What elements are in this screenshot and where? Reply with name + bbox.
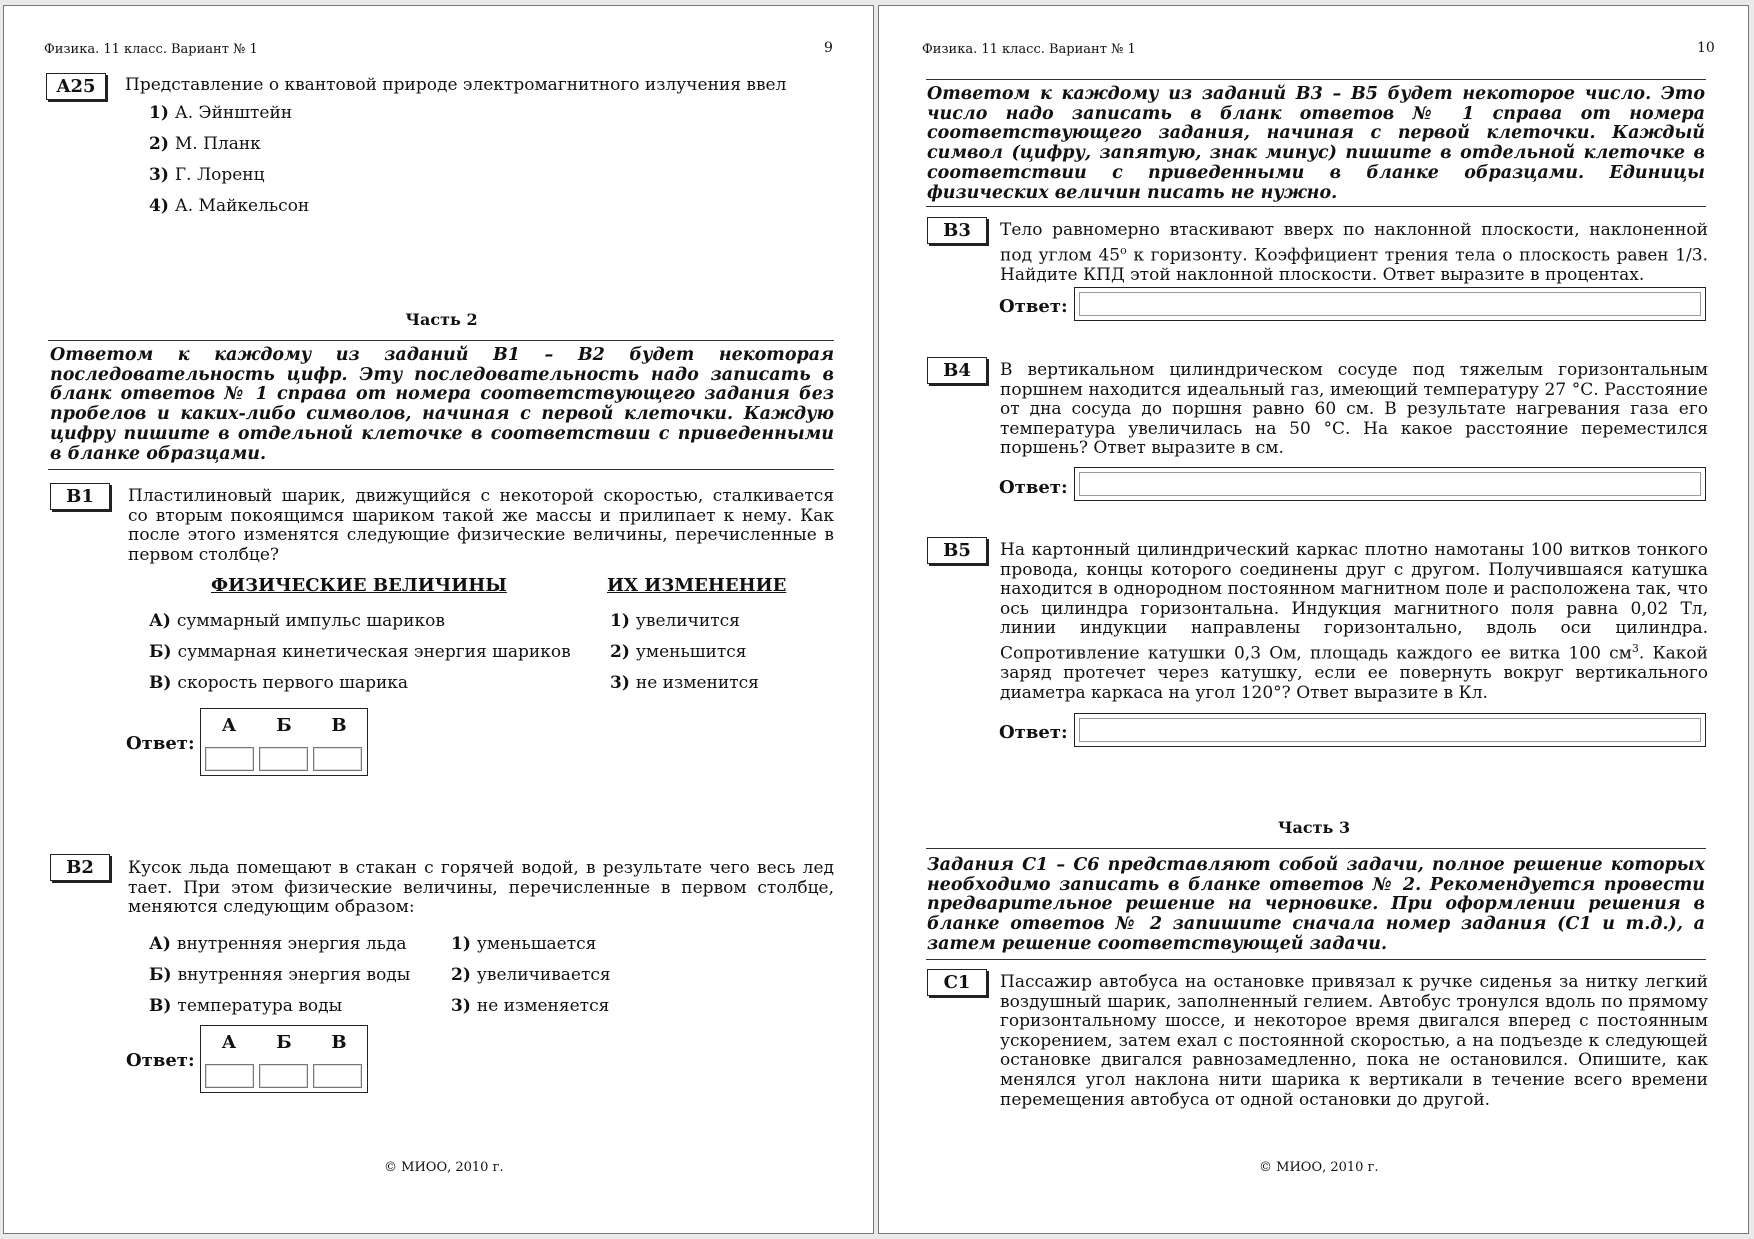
running-head: Физика. 11 класс. Вариант № 1 [922, 42, 1136, 57]
answer-label: Ответ: [126, 733, 195, 754]
column-header-changes: ИХ ИЗМЕНЕНИЕ [607, 575, 787, 596]
answer-cell-v[interactable] [313, 747, 362, 771]
footer-copyright: © МИОО, 2010 г. [1259, 1160, 1379, 1175]
question-b4-text: В вертикальном цилиндрическом сосуде под тяжелым горизонтальным поршнем находится идеальный газ, имеющий температуру 27 °С. Расстояние от дна сосуда до поршня равно 60 см. В результате нагревания газа его температура увеличилась на 50 °С. На какое расстояние переместился поршень? Ответ выразите в см. [1000, 360, 1708, 459]
left-page [3, 5, 874, 1234]
question-label-b1: B1 [50, 483, 110, 510]
answer-label: Ответ: [999, 296, 1068, 317]
answer-table-b2 [200, 1025, 368, 1093]
answer-label: Ответ: [126, 1050, 195, 1071]
answer-cell-b[interactable] [259, 1064, 308, 1088]
answer-cell-b[interactable] [259, 747, 308, 771]
option-2: 2) М. Планк [149, 134, 261, 154]
part-2-heading: Часть 2 [405, 310, 478, 329]
answer-cell-a[interactable] [205, 1064, 254, 1088]
running-head: Физика. 11 класс. Вариант № 1 [44, 42, 258, 57]
answer-col-header: В [331, 1032, 347, 1053]
answer-field-b5[interactable] [1074, 713, 1706, 747]
divider [48, 340, 834, 341]
change-2: 2) уменьшится [610, 642, 747, 662]
option-1: 1) А. Эйнштейн [149, 103, 293, 123]
part-3-instructions: Задания С1 – С6 представляют собой задачи, полное решение которых необходимо записать в бланке ответов № 2. Рекомендуется провести предварительное решение на черновике. При оформлении решения в бланке ответов № 2 запишите сначала номер задания (С1 и т.д.), а затем решение соответствующей задачи. [927, 855, 1705, 954]
quantity-v: В) температура воды [149, 996, 343, 1016]
divider [48, 469, 834, 470]
change-3: 3) не изменится [610, 673, 759, 693]
quantity-b: Б) внутренняя энергия воды [149, 965, 411, 985]
question-label-a25: A25 [46, 73, 106, 100]
answer-table-b1 [200, 708, 368, 776]
footer-copyright: © МИОО, 2010 г. [384, 1160, 504, 1175]
quantity-a: А) суммарный импульс шариков [149, 611, 445, 631]
change-3: 3) не изменяется [451, 996, 610, 1016]
part-3-heading: Часть 3 [1277, 818, 1351, 837]
quantity-b: Б) суммарная кинетическая энергия шариков [149, 642, 571, 662]
answer-col-header: Б [276, 1032, 292, 1053]
question-c1-text: Пассажир автобуса на остановке привязал к ручке сиденья за нитку легкий воздушный шарик, заполненный гелием. Автобус тронулся вдоль по прямому горизонтальному шоссе, и некоторое время двигался вперед с постоянным ускорением, затем ехал с постоянной скоростью, а на подъезде к следующей остановке двигался равнозамедленно, пока не остановился. Опишите, как менялся угол наклона нити шарика к вертикали в течение всего времени перемещения автобуса от одной остановки до другой. [1000, 972, 1708, 1110]
column-header-quantities: ФИЗИЧЕСКИЕ ВЕЛИЧИНЫ [211, 575, 507, 596]
answer-cell-v[interactable] [313, 1064, 362, 1088]
question-a25-text: Представление о квантовой природе электромагнитного излучения ввел [125, 75, 787, 95]
answer-col-header: А [221, 1032, 237, 1053]
answer-field-b4[interactable] [1074, 467, 1706, 501]
question-b1-text: Пластилиновый шарик, движущийся с некоторой скоростью, сталкивается со вторым покоящимся шариком такой же массы и прилипает к нему. Как после этого изменятся следующие физические величины, перечисленные в первом столбце? [128, 486, 834, 565]
question-label-b3: B3 [927, 217, 987, 244]
part-2-instructions: Ответом к каждому из заданий В1 – В2 будет некоторая последовательность цифр. Эту последовательность надо записать в бланк ответов № 1 справа от номера соответствующего задания без пробелов и каких-либо символов, начиная с первой клеточки. Каждую цифру пишите в отдельной клеточке в соответствии с приведенными в бланке образцами. [50, 345, 834, 464]
quantity-v: В) скорость первого шарика [149, 673, 409, 693]
answer-field-b3[interactable] [1074, 287, 1706, 321]
question-b2-text: Кусок льда помещают в стакан с горячей водой, в результате чего весь лед тает. При этом физические величины, перечисленные в первом столбце, меняются следующим образом: [128, 858, 834, 918]
answer-cell-a[interactable] [205, 747, 254, 771]
answer-col-header: В [331, 715, 347, 736]
divider [926, 848, 1706, 849]
question-b3-text: Тело равномерно втаскивают вверх по наклонной плоскости, наклоненной под углом $45^о$ к горизонту. Коэффициент трения тела о плоскость равен 1/3. Найдите КПД этой наклонной плоскости. Ответ выразите в процентах. [1000, 220, 1709, 285]
answer-col-header: Б [276, 715, 292, 736]
change-2: 2) увеличивается [451, 965, 611, 985]
divider [926, 959, 1706, 960]
answer-label: Ответ: [999, 477, 1068, 498]
question-b5-text: На картонный цилиндрический каркас плотно намотаны 100 витков тонкого провода, концы которого соединены друг с другом. Получившаяся катушка находится в однородном постоянном магнитном поле и расположена так, что ось цилиндра горизонтальна. Индукция магнитного поля равна 0,02 Тл, линии индукции направлены горизонтально, вдоль оси цилиндра. Сопротивление катушки 0,3 Ом, площадь каждого ее витка 100 $см^3$. Какой заряд протечет через катушку, если ее повернуть вокруг вертикального диаметра каркаса на угол 120°? Ответ выразите в Кл. [1000, 540, 1708, 703]
quantity-a: А) внутренняя энергия льда [149, 934, 407, 954]
page-number: 10 [1697, 40, 1715, 56]
right-page [878, 5, 1749, 1234]
answer-label: Ответ: [999, 722, 1068, 743]
change-1: 1) уменьшается [451, 934, 597, 954]
option-3: 3) Г. Лоренц [149, 165, 265, 185]
divider [926, 79, 1706, 80]
part-b-instructions: Ответом к каждому из заданий В3 – В5 будет некоторое число. Это число надо записать в бланк ответов № 1 справа от номера соответствующего задания, начиная с первой клеточки. Каждый символ (цифру, запятую, знак минус) пишите в отдельной клеточке в соответствии с приведенными в бланке образцами. Единицы физических величин писать не нужно. [927, 84, 1705, 203]
question-label-b5: B5 [927, 537, 987, 564]
divider [926, 206, 1706, 207]
page-number: 9 [824, 40, 833, 56]
question-label-b4: B4 [927, 357, 987, 384]
question-label-c1: C1 [927, 969, 987, 996]
change-1: 1) увеличится [610, 611, 740, 631]
question-label-b2: B2 [50, 854, 110, 881]
answer-col-header: А [221, 715, 237, 736]
option-4: 4) А. Майкельсон [149, 196, 310, 216]
